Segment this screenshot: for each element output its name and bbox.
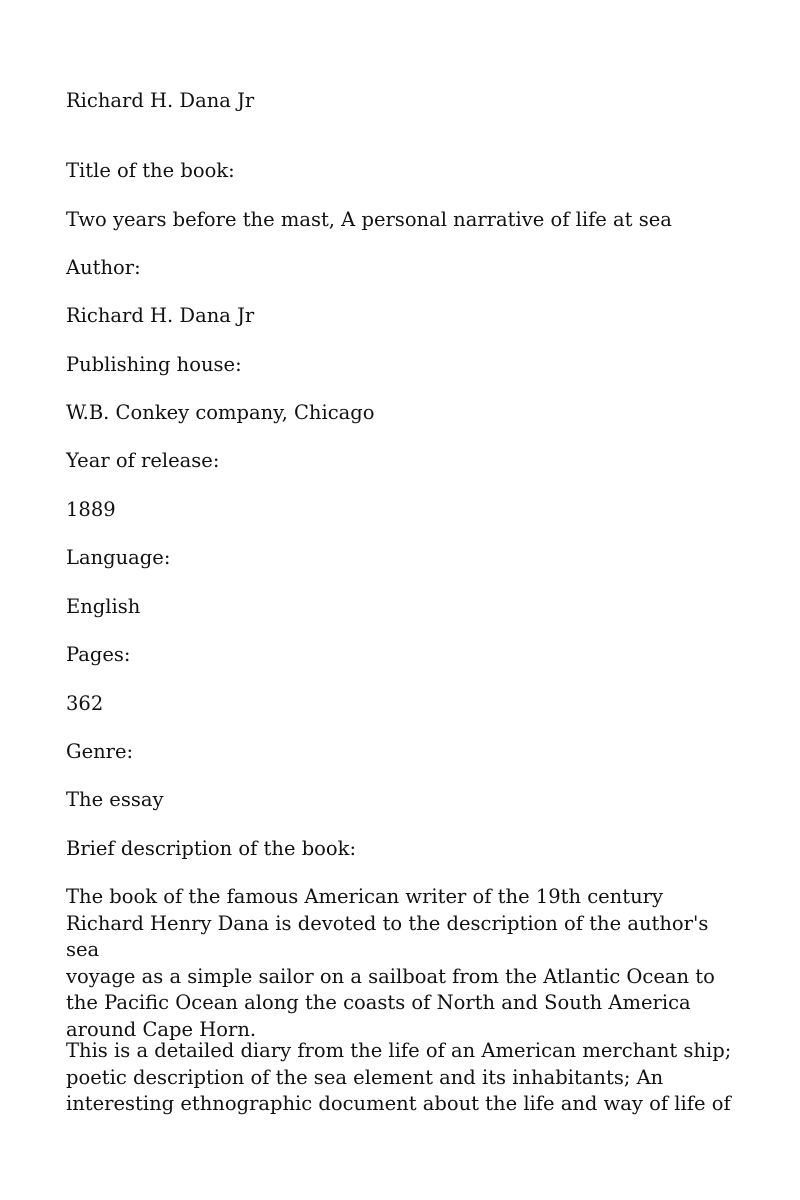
paragraph-line: poetic description of the sea element and its inhabitants; An bbox=[66, 1065, 664, 1089]
paragraph-line: The book of the famous American writer of the 19th century bbox=[66, 885, 663, 908]
title-value: Two years before the mast, A personal narrative of life at sea bbox=[66, 208, 672, 231]
year-value: 1889 bbox=[66, 498, 116, 521]
description-paragraph-1 bbox=[66, 884, 746, 1043]
paragraph-line: This is a detailed diary from the life of an American merchant ship; bbox=[66, 1039, 732, 1062]
paragraph-line: Richard Henry Dana is devoted to the description of the author's sea bbox=[66, 911, 709, 961]
publisher-label: Publishing house: bbox=[66, 353, 242, 376]
genre-label: Genre: bbox=[66, 740, 134, 763]
year-label: Year of release: bbox=[66, 449, 220, 472]
paragraph-line: voyage as a simple sailor on a sailboat from the Atlantic Ocean to bbox=[66, 964, 715, 988]
language-value: English bbox=[66, 595, 141, 618]
publisher-value: W.B. Conkey company, Chicago bbox=[66, 401, 375, 424]
genre-value: The essay bbox=[66, 788, 164, 811]
description-label: Brief description of the book: bbox=[66, 837, 357, 860]
title-label: Title of the book: bbox=[66, 159, 235, 182]
header-author: Richard H. Dana Jr bbox=[66, 89, 255, 112]
author-label: Author: bbox=[66, 256, 141, 279]
language-label: Language: bbox=[66, 546, 171, 569]
pages-value: 362 bbox=[66, 692, 104, 715]
paragraph-line: interesting ethnographic document about the life and way of life of bbox=[66, 1092, 731, 1115]
author-value: Richard H. Dana Jr bbox=[66, 304, 255, 327]
paragraph-line: around Cape Horn. bbox=[66, 1017, 257, 1041]
description-paragraph-2 bbox=[66, 1038, 746, 1118]
pages-label: Pages: bbox=[66, 643, 131, 666]
paragraph-line: the Pacific Ocean along the coasts of North and South America bbox=[66, 991, 691, 1014]
